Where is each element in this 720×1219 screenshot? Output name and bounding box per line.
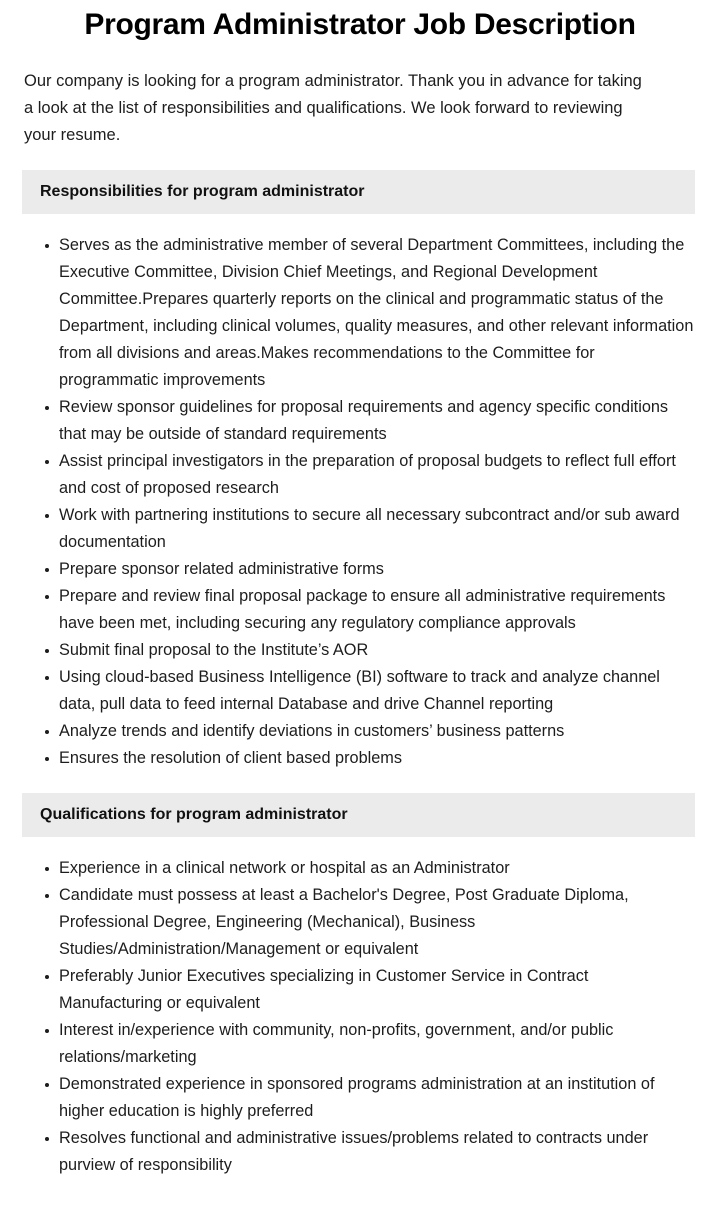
responsibilities-heading: Responsibilities for program administrator <box>22 170 695 214</box>
list-item: Prepare sponsor related administrative forms <box>0 556 720 583</box>
list-item: Serves as the administrative member of several Department Committees, including the Executive Committee, Division Chief Meetings, and Regional Development Committee.Prepares quarterly reports on the clinical and programmatic status of the Department, including clinical volumes, quality measures, and other relevant information from all divisions and areas.Makes recommendations to the Committee for programmatic improvements <box>0 232 720 394</box>
responsibilities-section <box>0 170 720 772</box>
responsibilities-list <box>0 214 720 772</box>
page-title: Program Administrator Job Description <box>84 8 636 41</box>
list-item: Submit final proposal to the Institute’s AOR <box>0 637 720 664</box>
list-item: Experience in a clinical network or hospital as an Administrator <box>0 855 720 882</box>
list-item: Using cloud-based Business Intelligence (BI) software to track and analyze channel data, pull data to feed internal Database and drive Channel reporting <box>0 664 720 718</box>
list-item: Resolves functional and administrative issues/problems related to contracts under purview of responsibility <box>0 1125 720 1179</box>
list-item: Review sponsor guidelines for proposal requirements and agency specific conditions that may be outside of standard requirements <box>0 394 720 448</box>
qualifications-heading: Qualifications for program administrator <box>22 793 695 837</box>
list-item: Candidate must possess at least a Bachelor's Degree, Post Graduate Diploma, Professional Degree, Engineering (Mechanical), Business Studies/Administration/Management or equivalent <box>0 882 720 963</box>
list-item: Interest in/experience with community, non-profits, government, and/or public relations/marketing <box>0 1017 720 1071</box>
list-item: Ensures the resolution of client based problems <box>0 745 720 772</box>
qualifications-list <box>0 837 720 1179</box>
list-item: Demonstrated experience in sponsored programs administration at an institution of higher education is highly preferred <box>0 1071 720 1125</box>
list-item: Prepare and review final proposal package to ensure all administrative requirements have been met, including securing any regulatory compliance approvals <box>0 583 720 637</box>
list-item: Analyze trends and identify deviations in customers’ business patterns <box>0 718 720 745</box>
qualifications-section <box>0 793 720 1179</box>
list-item: Preferably Junior Executives specializing in Customer Service in Contract Manufacturing or equivalent <box>0 963 720 1017</box>
intro-paragraph: Our company is looking for a program administrator. Thank you in advance for taking a look at the list of responsibilities and qualifications. We look forward to reviewing your resume. <box>24 72 642 144</box>
list-item: Work with partnering institutions to secure all necessary subcontract and/or sub award documentation <box>0 502 720 556</box>
list-item: Assist principal investigators in the preparation of proposal budgets to reflect full effort and cost of proposed research <box>0 448 720 502</box>
